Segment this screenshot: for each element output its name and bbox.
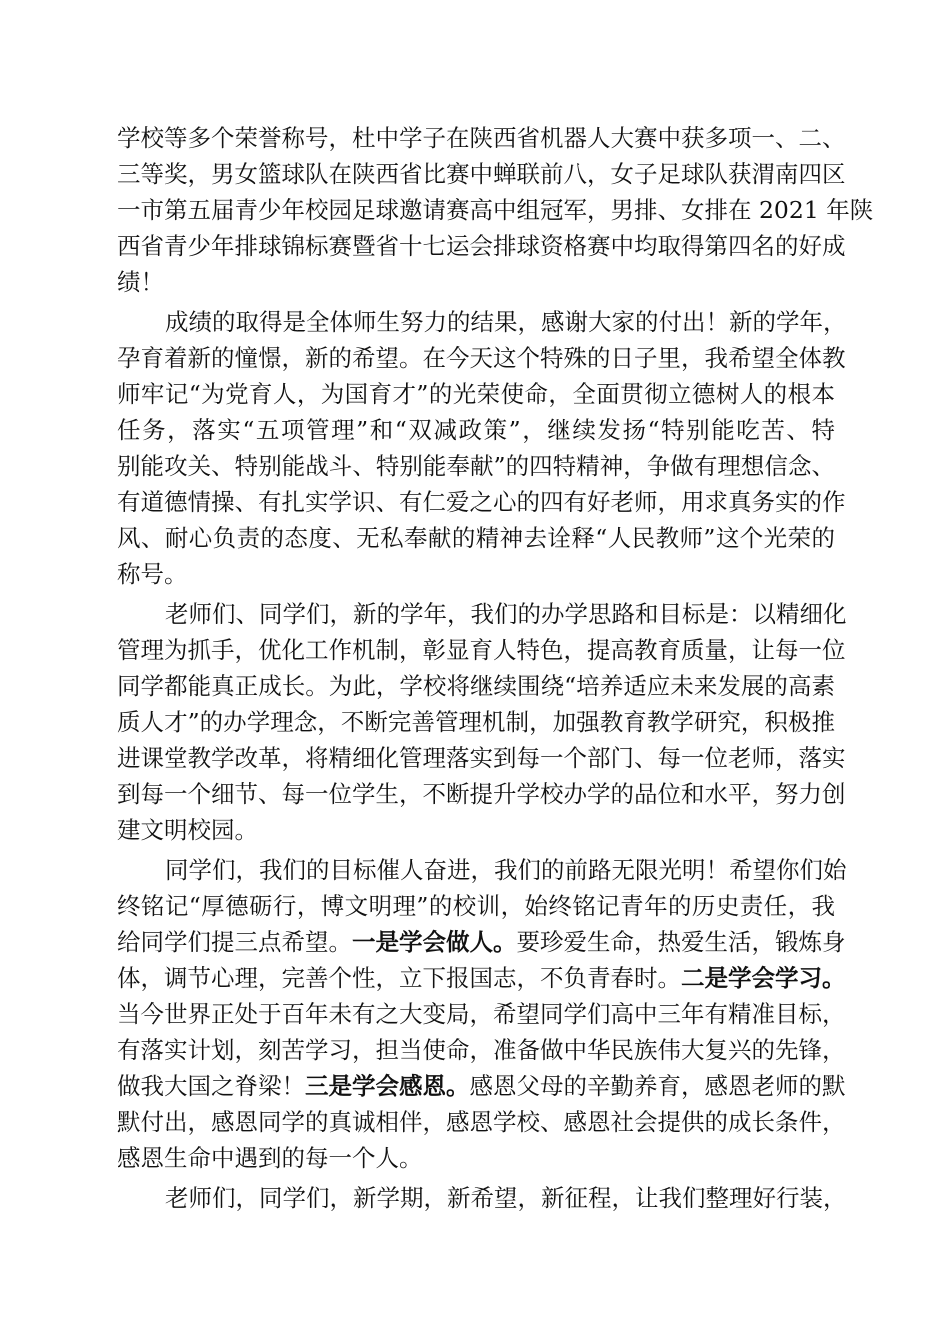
text-segment: 绩！ [117, 268, 164, 296]
text-line [117, 632, 846, 668]
text-line [117, 376, 835, 412]
text-line [117, 1032, 846, 1068]
text-segment: 要珍爱生命，热爱生活，锻炼身 [516, 928, 846, 956]
text-line [117, 484, 846, 520]
text-segment: 有道德情操、有扎实学识、有仁爱之心的四有好老师，用求真务实的作 [117, 488, 846, 516]
text-segment: 到每一个细节、每一位学生，不断提升学校办学的品位和水平，努力创 [117, 780, 846, 808]
text-segment: 进课堂教学改革，将精细化管理落实到每一个部门、每一位老师，落实 [117, 744, 846, 772]
text-line [117, 228, 846, 264]
text-line [117, 776, 846, 812]
text-segment: 管理为抓手，优化工作机制，彰显育人特色，提高教育质量，让每一位 [117, 636, 846, 664]
text-line [117, 812, 835, 848]
text-segment: 当今世界正处于百年未有之大变局，希望同学们高中三年有精准目标， [117, 1000, 846, 1028]
text-line [117, 340, 846, 376]
text-segment: 老师们、同学们，新的学年，我们的办学思路和目标是：以精细化 [165, 600, 847, 628]
text-line [117, 556, 835, 592]
text-line [117, 924, 846, 960]
text-segment: 孕育着新的憧憬，新的希望。在今天这个特殊的日子里，我希望全体教 [117, 344, 846, 372]
text-line [117, 1180, 847, 1216]
text-line [117, 304, 847, 340]
text-segment: 有落实计划，刻苦学习，担当使命，准备做中华民族伟大复兴的先锋， [117, 1036, 846, 1064]
text-segment: 风、耐心负责的态度、无私奉献的精神去诠释“人民教师”这个光荣的 [117, 524, 835, 552]
paragraph [117, 1180, 847, 1216]
text-segment: 默付出，感恩同学的真诚相伴，感恩学校、感恩社会提供的成长条件， [117, 1108, 846, 1136]
text-line [117, 156, 846, 192]
text-segment: 同学们，我们的目标催人奋进，我们的前路无限光明！希望你们始 [165, 856, 847, 884]
text-segment: 西省青少年排球锦标赛暨省十七运会排球资格赛中均取得第四名的好成 [117, 232, 846, 260]
paragraph [117, 852, 847, 1176]
text-segment: 感恩父母的辛勤养育，感恩老师的默 [469, 1072, 846, 1100]
text-segment: 同学都能真正成长。为此，学校将继续围绕“培养适应未来发展的高素 [117, 672, 835, 700]
text-segment: 质人才”的办学理念，不断完善管理机制，加强教育教学研究，积极推 [117, 708, 835, 736]
text-segment: 终铭记“厚德砺行，博文明理”的校训，始终铭记青年的历史责任，我 [117, 892, 835, 920]
text-line [117, 264, 835, 300]
text-line [117, 192, 874, 228]
paragraph [117, 120, 874, 300]
text-segment: 老师们，同学们，新学期，新希望，新征程，让我们整理好行装， [165, 1184, 847, 1212]
text-line [117, 1140, 835, 1176]
text-segment: 感恩生命中遇到的每一个人。 [117, 1144, 423, 1172]
text-line [117, 668, 835, 704]
text-segment: 给同学们提三点希望。 [117, 928, 352, 956]
bold-text: 一是学会做人。 [352, 928, 517, 956]
text-line [117, 852, 847, 888]
text-line [117, 412, 835, 448]
text-segment: 称号。 [117, 560, 188, 588]
text-segment: 别能攻关、特别能战斗、特别能奉献”的四特精神，争做有理想信念、 [117, 452, 835, 480]
bold-text: 二是学会学习。 [681, 964, 846, 992]
text-segment: 学校等多个荣誉称号，杜中学子在陕西省机器人大赛中获多项一、二、 [117, 124, 846, 152]
paragraph [117, 596, 847, 848]
text-line [117, 596, 847, 632]
text-segment: 任务，落实“五项管理”和“双减政策”，继续发扬“特别能吃苦、特 [117, 416, 835, 444]
text-segment: 做我大国之脊梁！ [117, 1072, 305, 1100]
text-line [117, 740, 846, 776]
text-line [117, 120, 846, 156]
text-line [117, 520, 835, 556]
text-segment: 师牢记“为党育人，为国育才”的光荣使命，全面贯彻立德树人的根本 [117, 380, 835, 408]
text-line [117, 888, 835, 924]
text-line [117, 448, 835, 484]
paragraph [117, 304, 847, 592]
text-line [117, 960, 846, 996]
text-line [117, 996, 846, 1032]
text-segment: 体，调节心理，完善个性，立下报国志，不负青春时。 [117, 964, 681, 992]
text-line [117, 1068, 846, 1104]
text-segment: 三等奖，男女篮球队在陕西省比赛中蝉联前八，女子足球队获渭南四区 [117, 160, 846, 188]
text-line [117, 1104, 846, 1140]
text-segment: 建文明校园。 [117, 816, 258, 844]
text-line [117, 704, 835, 740]
document-page [117, 120, 874, 1216]
text-segment: 一市第五届青少年校园足球邀请赛高中组冠军，男排、女排在 2021 年陕 [117, 196, 874, 224]
bold-text: 三是学会感恩。 [305, 1072, 470, 1100]
text-segment: 成绩的取得是全体师生努力的结果，感谢大家的付出！新的学年， [165, 308, 847, 336]
